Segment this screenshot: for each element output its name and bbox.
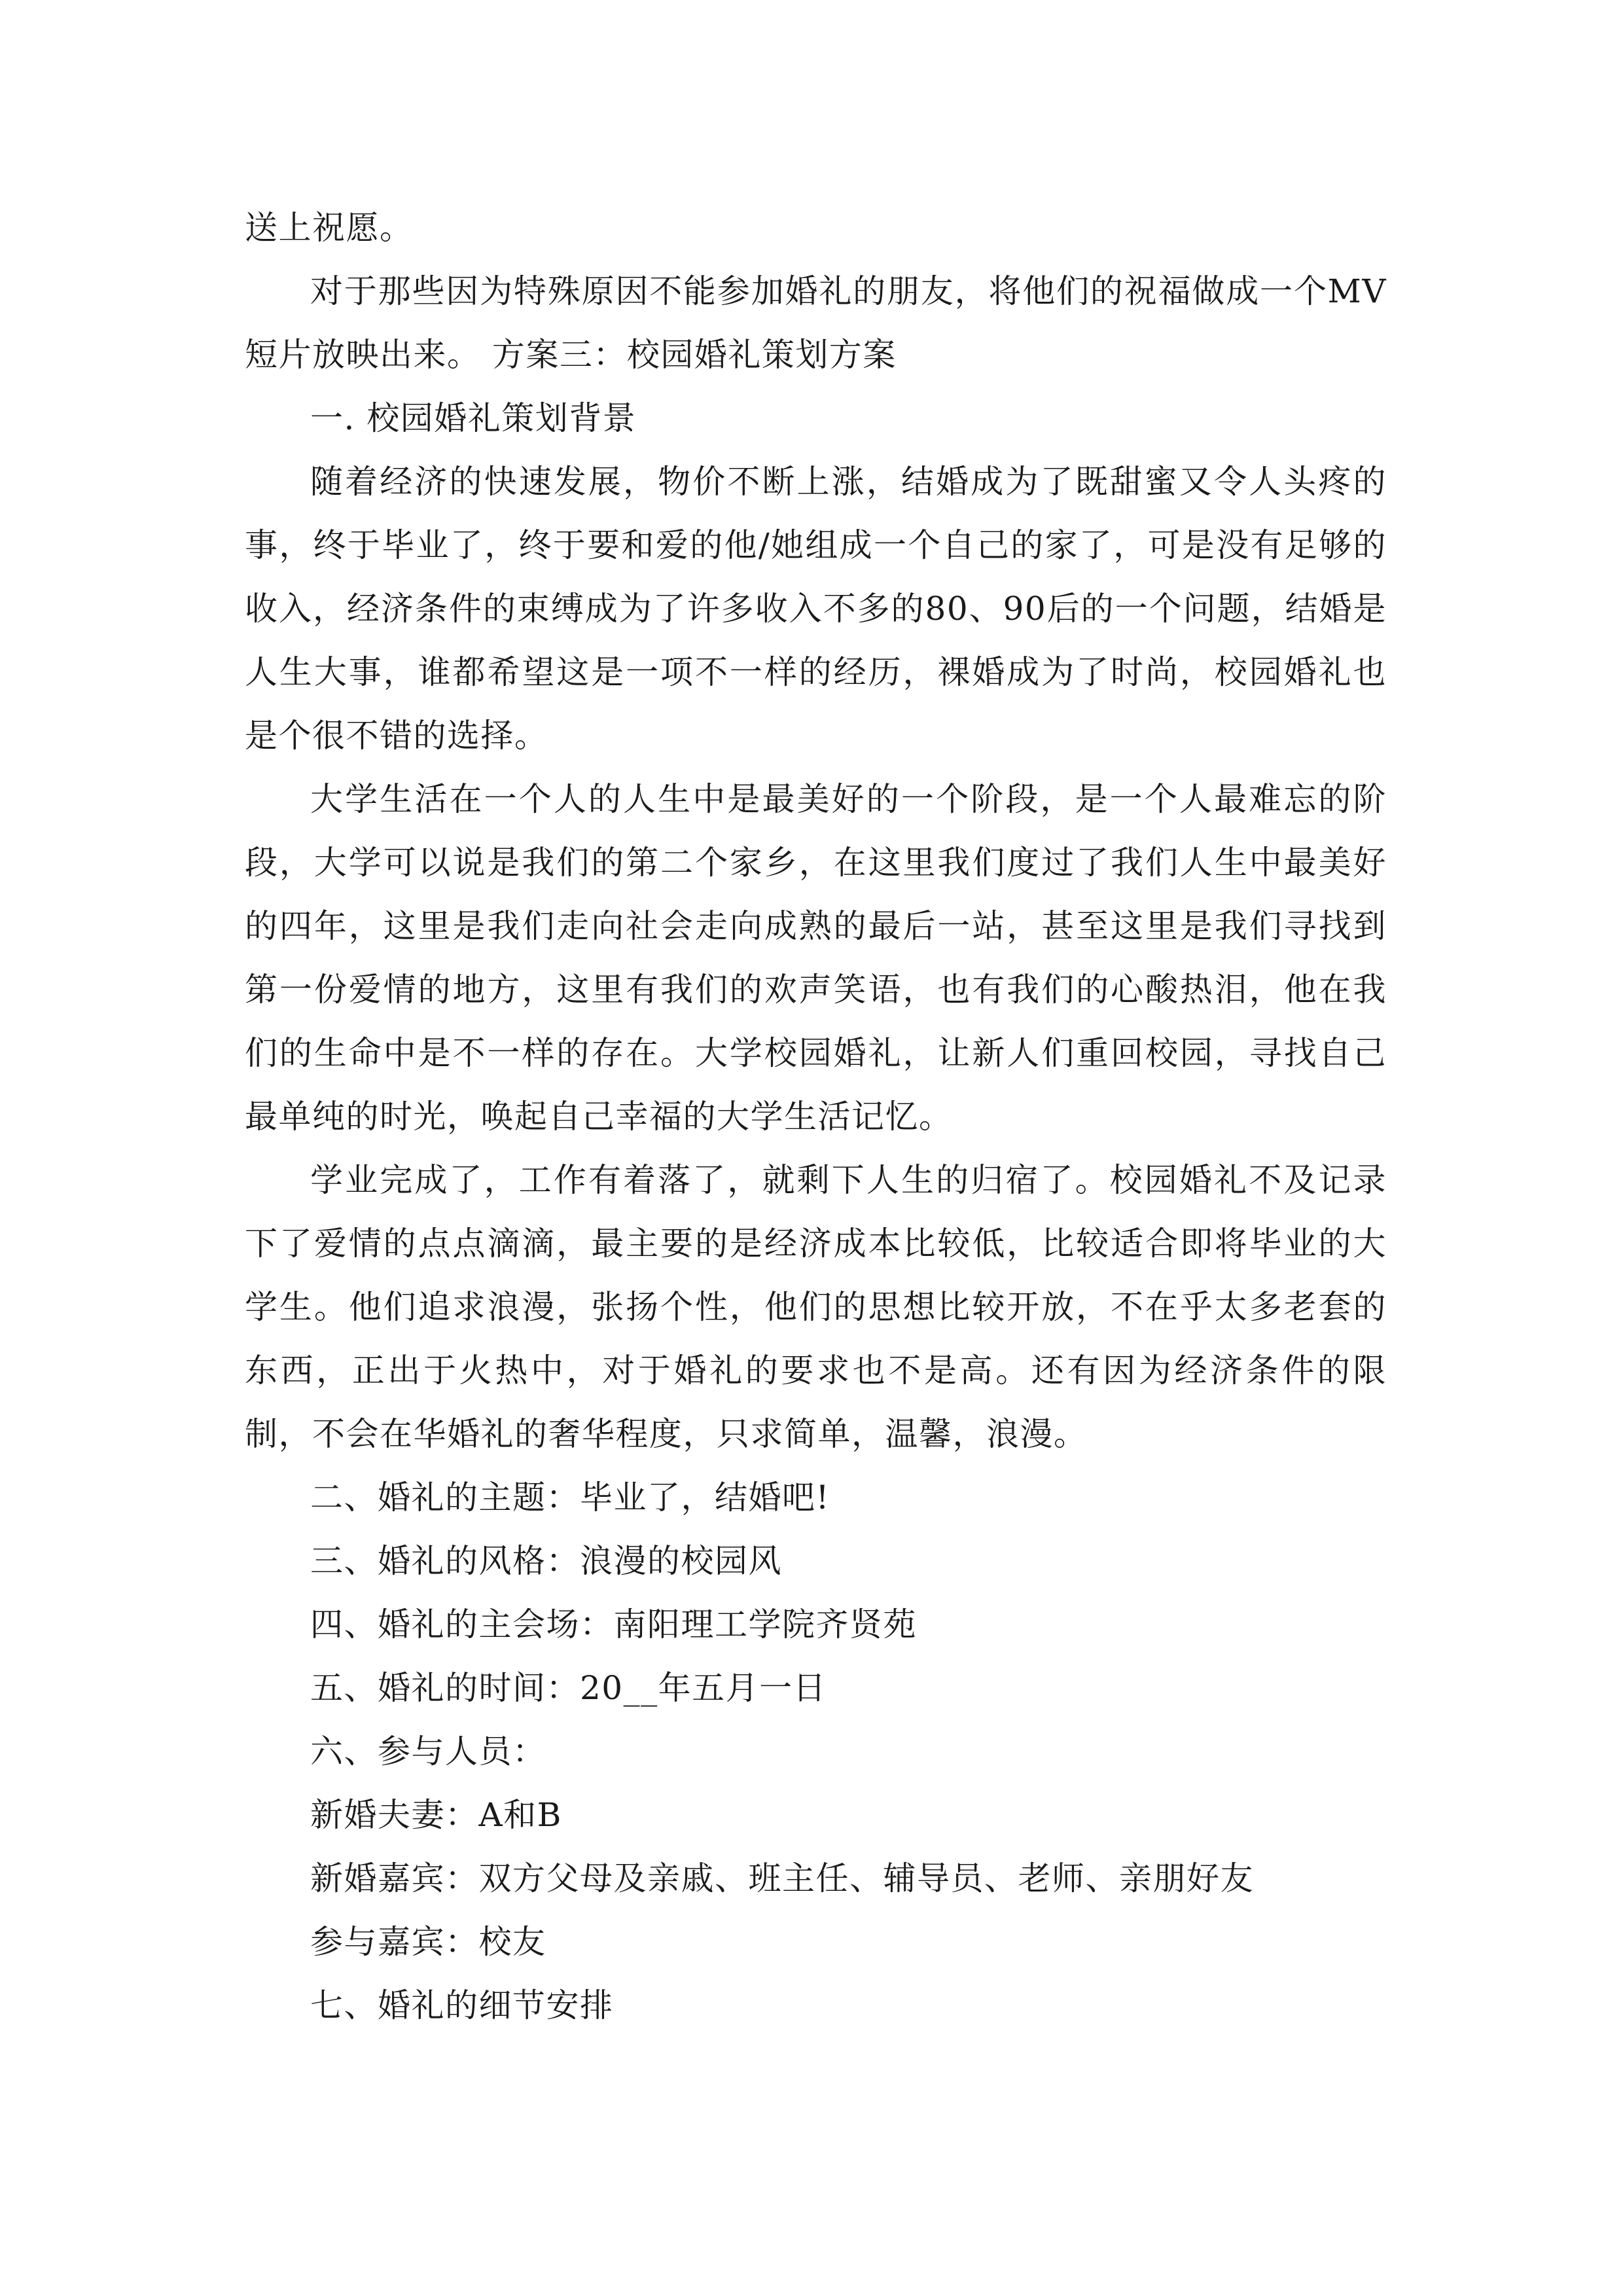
item-couple: 新婚夫妻：A和B	[310, 1796, 562, 1834]
item-venue: 四、婚礼的主会场：南阳理工学院齐贤苑	[310, 1605, 917, 1643]
paragraph-graduation: 学业完成了，工作有着落了，就剩下人生的归宿了。校园婚礼不及记录下了爱情的点点滴滴，最主要的是经济成本比较低，比较适合即将毕业的大学生。他们追求浪漫，张扬个性，他们的思想比较开放，不在乎太多老套的东西，正出于火热中，对于婚礼的要求也不是高。还有因为经济条件的限制，不会在华婚礼的奢华程度，只求简单，温馨，浪漫。	[245, 1161, 1387, 1453]
item-details: 七、婚礼的细节安排	[310, 1986, 614, 2024]
heading-background: 一. 校园婚礼策划背景	[310, 399, 637, 437]
item-style: 三、婚礼的风格：浪漫的校园风	[310, 1542, 782, 1580]
item-participants: 六、参与人员：	[310, 1732, 546, 1770]
paragraph-blessing-end: 送上祝愿。	[245, 209, 414, 247]
item-wedding-guests: 新婚嘉宾：双方父母及亲戚、班主任、辅导员、老师、亲朋好友	[310, 1859, 1254, 1897]
paragraph-university-life: 大学生活在一个人的人生中是最美好的一个阶段，是一个人最难忘的阶段，大学可以说是我们的第二个家乡，在这里我们度过了我们人生中最美好的四年，这里是我们走向社会走向成熟的最后一站，甚至这里是我们寻找到第一份爱情的地方，这里有我们的欢声笑语，也有我们的心酸热泪，他在我们的生命中是不一样的存在。大学校园婚礼，让新人们重回校园，寻找自己最单纯的时光，唤起自己幸福的大学生活记忆。	[245, 780, 1387, 1136]
paragraph-economy: 随着经济的快速发展，物价不断上涨，结婚成为了既甜蜜又令人头疼的事，终于毕业了，终于要和爱的他/她组成一个自己的家了，可是没有足够的收入，经济条件的束缚成为了许多收入不多的80、90后的一个问题，结婚是人生大事，谁都希望这是一项不一样的经历，裸婚成为了时尚，校园婚礼也是个很不错的选择。	[245, 463, 1387, 755]
item-theme: 二、婚礼的主题：毕业了，结婚吧!	[310, 1479, 830, 1516]
document-body	[245, 196, 1387, 2037]
item-alumni-guests: 参与嘉宾：校友	[310, 1923, 546, 1961]
item-time: 五、婚礼的时间：20__年五月一日	[310, 1669, 827, 1707]
paragraph-mv-plan: 对于那些因为特殊原因不能参加婚礼的朋友，将他们的祝福做成一个MV短片放映出来。 方案三：校园婚礼策划方案	[245, 272, 1387, 374]
